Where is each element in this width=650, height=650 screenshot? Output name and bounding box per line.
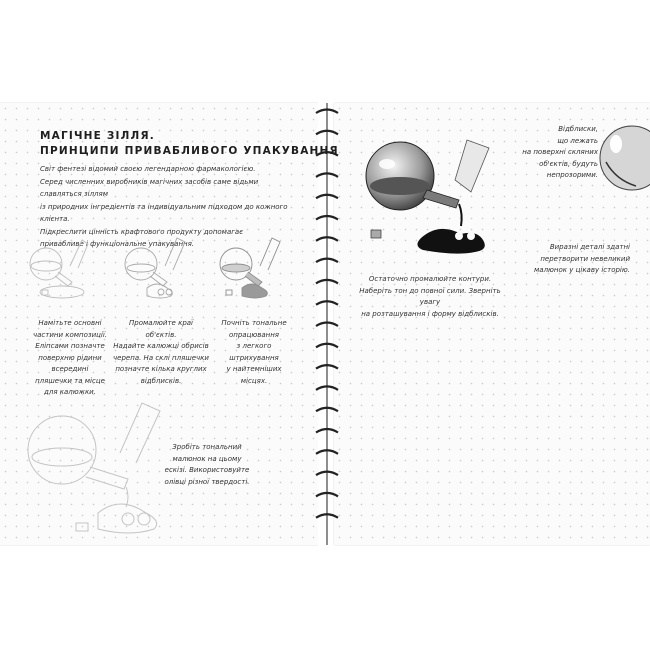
caption-line: частини композиції. (32, 330, 108, 339)
caption-line: позначте кілька круглих (115, 365, 207, 373)
note-line: перетворити невеликий (540, 254, 630, 263)
final-step-caption (350, 274, 510, 320)
intro-line: привабливе і функціональне упакування. (40, 240, 195, 248)
intro-line: Серед численних виробників магічних засобів саме відьми славляться зіллям (40, 177, 259, 198)
title-line-1: МАГІЧНЕ ЗІЛЛЯ. (40, 130, 155, 142)
note-line: Відблиски, (558, 125, 598, 133)
step3-sketch (212, 232, 292, 302)
caption-line: Остаточно промалюйте контури. (368, 275, 492, 283)
caption-line: місцях. (240, 376, 268, 385)
caption-line: на розташування і форму відблисків. (361, 309, 499, 318)
step2-caption (113, 318, 209, 387)
caption-line: поверхню рідини всередині (38, 353, 102, 373)
caption-line: ескізі. Використовуйте (164, 466, 250, 474)
caption-line: Еліпсами позначте (35, 342, 105, 350)
step4-caption (152, 442, 262, 488)
note-line: непрозорими. (546, 171, 598, 179)
caption-line: олівці різної твердості. (164, 477, 250, 486)
caption-line: у найтемніших (226, 365, 282, 373)
intro-line: із природних інгредієнтів та індивідуальним підходом до кожного клієнта. (40, 202, 288, 223)
caption-line: з легкого (236, 342, 272, 350)
note-line: на поверхні скляних (522, 148, 598, 156)
note-line: малюнок у цікаву історію. (534, 266, 630, 274)
caption-line: відблисків. (140, 376, 182, 385)
caption-line: для калюжки. (44, 388, 96, 396)
title-line-2: ПРИНЦИПИ ПРИВАБЛИВОГО УПАКУВАННЯ (40, 145, 339, 157)
details-note (492, 242, 630, 277)
caption-line: Почніть тональне (221, 319, 287, 327)
step2-sketch (117, 232, 197, 302)
caption-line: Наберіть тон до повної сили. Зверніть увагу (359, 286, 501, 306)
caption-line: Зробіть тональний (172, 443, 242, 451)
highlights-note (488, 124, 598, 182)
caption-line: черепа. На склі пляшечки (113, 353, 209, 362)
caption-line: малюнок на цьому (172, 454, 242, 463)
caption-line: пляшечки та місце (35, 376, 105, 385)
step3-caption (211, 318, 297, 387)
page-title (40, 129, 339, 159)
note-line: об'єктів, будуть (539, 159, 598, 168)
caption-line: опрацювання (228, 330, 280, 339)
step1-sketch (22, 232, 102, 302)
note-line: Виразні деталі здатні (549, 243, 630, 251)
caption-line: Намітьте основні (38, 319, 102, 327)
caption-line: штрихування (229, 353, 279, 362)
intro-line: Підкреслити цінність крафтового продукту допомагає (40, 227, 244, 236)
highlight-detail-illustration (596, 118, 636, 198)
caption-line: Надайте калюжці обрисів (113, 342, 209, 350)
note-line: що лежать (557, 136, 598, 145)
intro-line: Світ фентезі відомий своєю легендарною фармакологією. (40, 165, 256, 173)
step1-caption (22, 318, 118, 399)
caption-line: Промалюйте краї об'єктів. (129, 319, 193, 339)
